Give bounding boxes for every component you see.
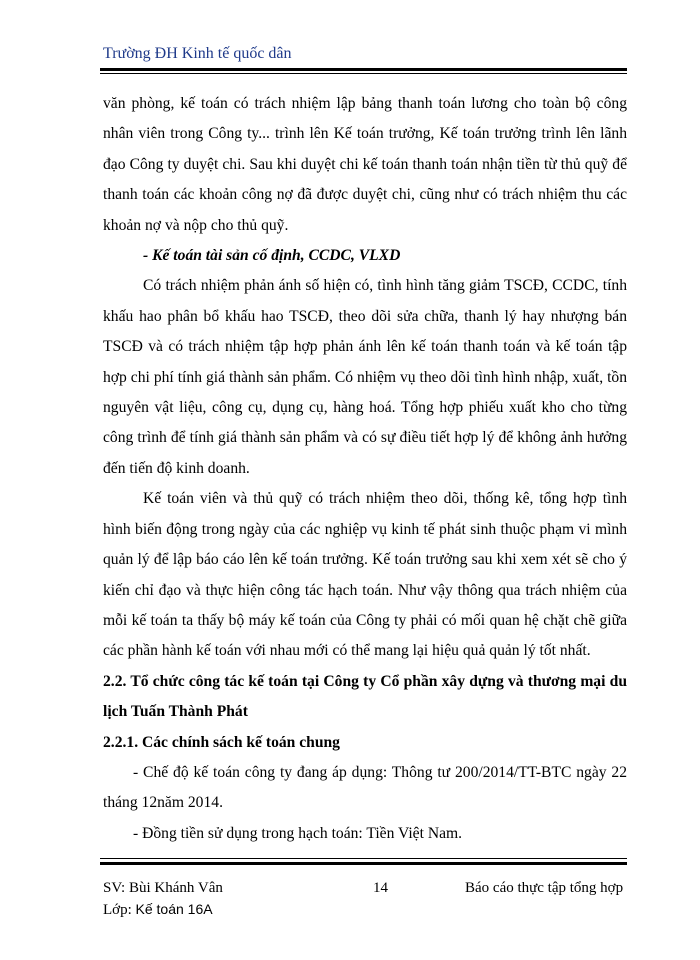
bullet-currency: - Đồng tiền sử dụng trong hạch toán: Tiền Việt Nam. (133, 824, 463, 842)
footer-student-name: SV: Bùi Khánh Vân (103, 880, 223, 896)
paragraph-fixed-assets: Có trách nhiệm phản ánh số hiện có, tình hình tăng giảm TSCĐ, CCDC, tính khấu hao phân bổ khấu hao TSCĐ, theo dõi sửa chữa, thanh lý hay nhượng bán TSCĐ và có trách nhiệm tập hợp phản ánh lên kế toán thanh toán và kế toán tập hợp chi phí tính giá thành sản phẩm. Có nhiệm vụ theo dõi tình hình nhập, xuất, tồn nguyên vật liệu, công cụ, dụng cụ, hàng hoá. Tổng hợp phiếu xuất kho cho từng công trình để tính giá thành sản phẩm và có sự điều tiết hợp lý để không ảnh hưởng đến tiến độ kinh doanh. (103, 277, 627, 477)
footer-report-title: Báo cáo thực tập tổng hợp (465, 880, 624, 896)
bullet-accounting-regime: - Chế độ kế toán công ty đang áp dụng: Thông tư 200/2014/TT-BTC ngày 22 tháng 12năm 2014. (103, 763, 627, 812)
footer-divider-thin (100, 858, 627, 859)
footer-page-number: 14 (373, 880, 388, 896)
document-body (103, 89, 627, 849)
subheading-fixed-assets: - Kế toán tài sản cố định, CCDC, VLXD (143, 247, 401, 265)
section-heading-2-2-1: 2.2.1. Các chính sách kế toán chung (103, 733, 340, 751)
footer-class (103, 901, 213, 919)
paragraph-accountants: Kế toán viên và thủ quỹ có trách nhiệm theo dõi, thống kê, tổng hợp tình hình biến động trong ngày của các nghiệp vụ kinh tế phát sinh thuộc phạm vi mình quản lý để lập báo cáo lên kế toán trưởng. Kế toán trưởng sau khi xem xét sẽ cho ý kiến chỉ đạo và thực hiện công tác hạch toán. Như vậy thông qua trách nhiệm của mỗi kế toán ta thấy bộ máy kế toán của Công ty phải có mối quan hệ chặt chẽ giữa các phần hành kế toán với nhau mới có thể mang lại hiệu quả quản lý tốt nhất. (103, 490, 627, 660)
footer-class-value: Kế toán 16A (135, 901, 213, 917)
footer-class-label: Lớp: (103, 902, 132, 918)
header-divider-thin (100, 73, 627, 74)
page-header-title: Trường ĐH Kinh tế quốc dân (103, 45, 292, 62)
paragraph-continuation: văn phòng, kế toán có trách nhiệm lập bảng thanh toán lương cho toàn bộ công nhân viên trong Công ty... trình lên Kế toán trưởng, Kế toán trưởng trình lên lãnh đạo Công ty duyệt chi. Sau khi duyệt chi kế toán thanh toán nhận tiền từ thủ quỹ để thanh toán các khoản công nợ đã được duyệt chi, cũng như có trách nhiệm thu các khoản nợ và nộp cho thủ quỹ. (103, 95, 627, 234)
header-divider-thick (100, 68, 627, 71)
footer-divider-thick (100, 862, 627, 865)
section-heading-2-2: 2.2. Tổ chức công tác kế toán tại Công ty Cổ phần xây dựng và thương mại du lịch Tuấn Thành Phát (103, 672, 627, 721)
